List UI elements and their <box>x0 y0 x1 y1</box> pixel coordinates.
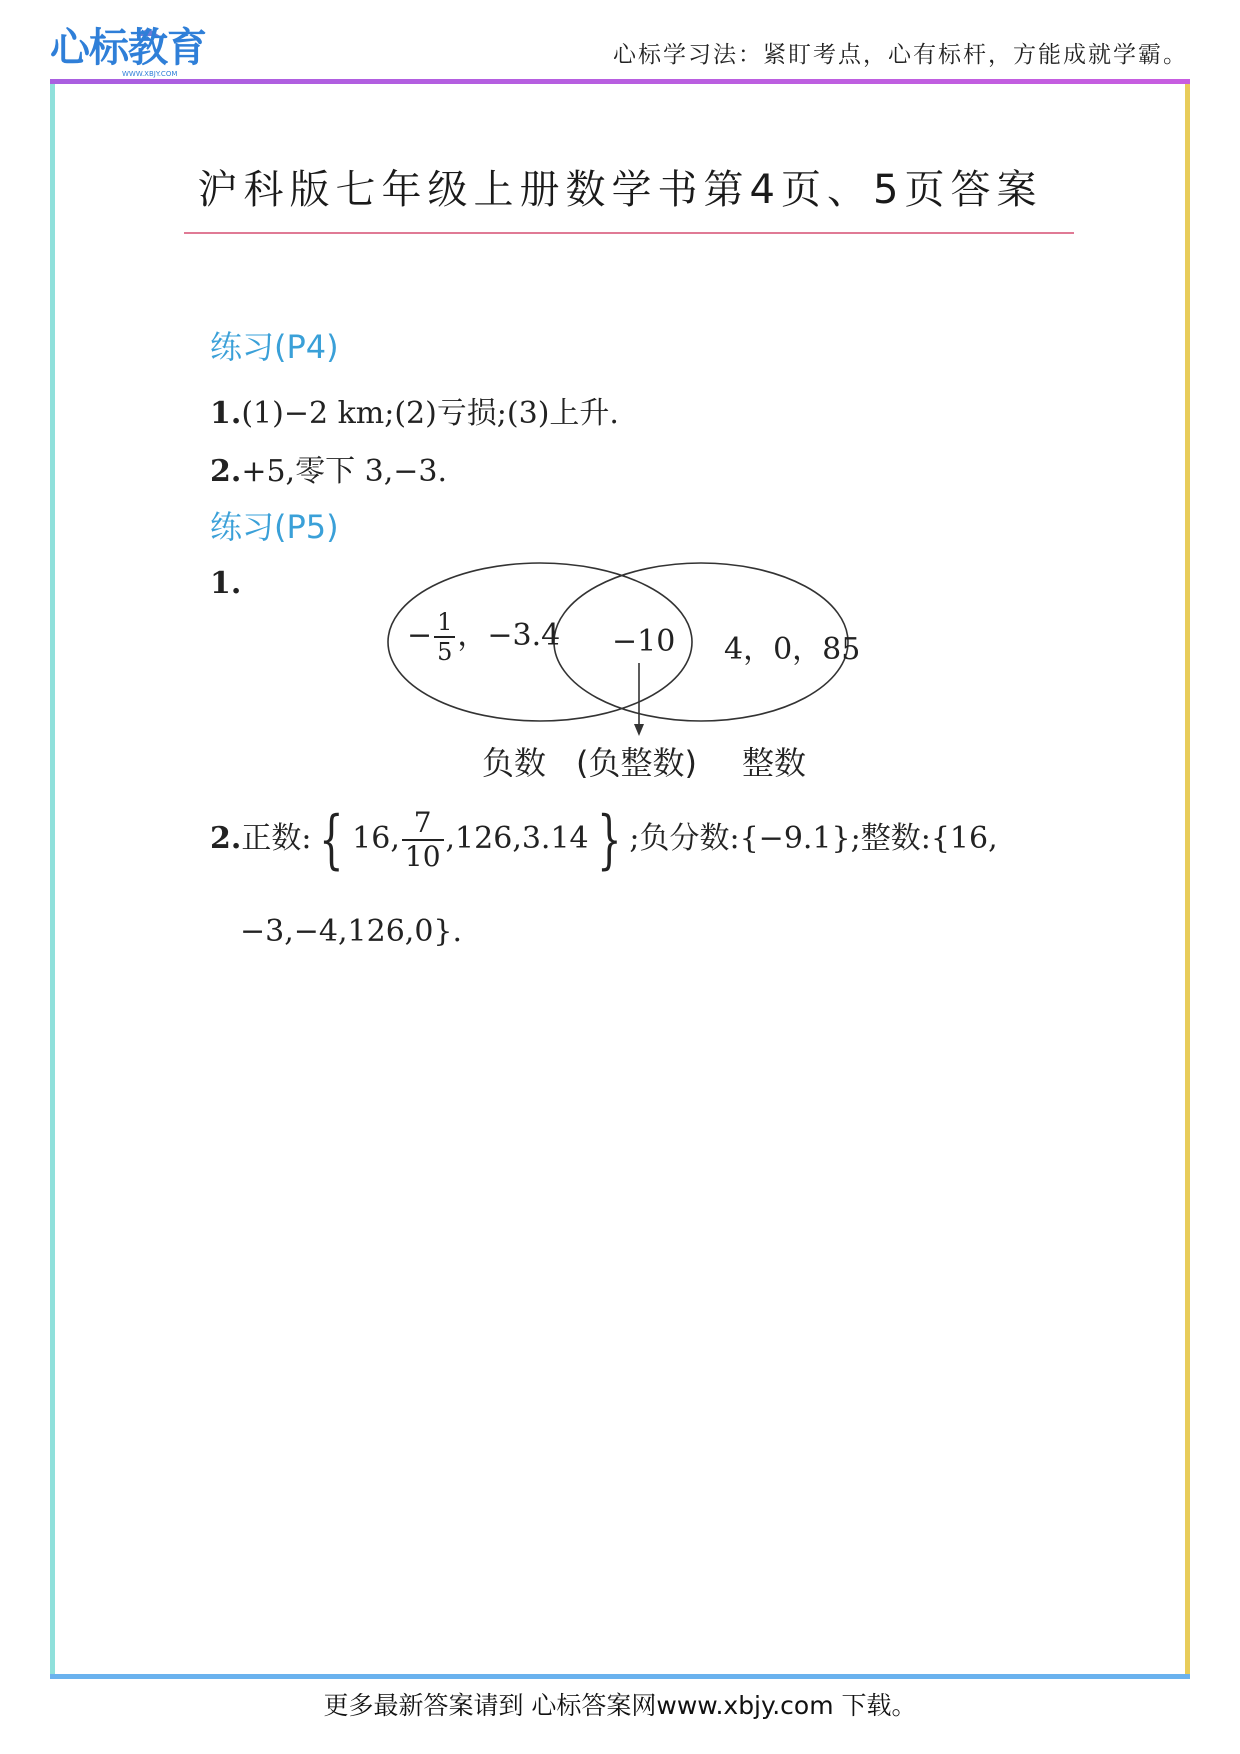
header-slogan: 心标学习法：紧盯考点，心有标杆，方能成就学霸。 <box>613 42 1188 68</box>
logo-url: WWW.XBJY.COM <box>122 70 178 78</box>
frame-bottom-border <box>50 1674 1190 1679</box>
p5-answer-2-pos-a: 16, <box>352 821 400 856</box>
venn-left-region <box>407 610 560 664</box>
frame-left-border <box>50 84 55 1674</box>
p4-answer-1-text: (1)−2 km;(2)亏损;(3)上升. <box>241 396 619 431</box>
page-title: 沪科版七年级上册数学书第4页、5页答案 <box>197 167 1043 213</box>
footer-text: 更多最新答案请到 心标答案网www.xbjy.com 下载。 <box>323 1691 917 1720</box>
logo <box>50 24 210 80</box>
venn-fraction-denominator: 5 <box>437 638 453 666</box>
logo-text: 心标教育 <box>50 25 206 71</box>
venn-label-negative-integer: (负整数) <box>576 744 697 782</box>
frame-top-border <box>50 79 1190 84</box>
p5-answer-2-pos-b: ,126,3.14 <box>445 821 589 856</box>
p5-answer-2-rest: ;负分数:{−9.1};整数:{16, <box>629 821 998 856</box>
p5-answer-1-number <box>210 566 241 601</box>
left-brace: { <box>319 803 345 877</box>
venn-left-rest: ，−3.4 <box>457 618 561 653</box>
arrow-head-icon <box>634 724 644 736</box>
venn-label-negative: 负数 <box>482 744 547 782</box>
p4-answer-2-text: +5,零下 3,−3. <box>241 454 448 489</box>
p4-answer-1 <box>210 388 619 432</box>
p5-fraction-numerator: 7 <box>402 809 444 841</box>
venn-label-integer: 整数 <box>742 744 807 782</box>
p5-answer-2-number: 2. <box>210 821 242 856</box>
p4-answer-1-number: 1. <box>210 396 242 431</box>
p5-answer-2-fraction <box>402 806 444 873</box>
venn-right-region: 4，0，85 <box>724 632 861 667</box>
p4-answer-2-number: 2. <box>210 454 242 489</box>
p5-answer-2 <box>210 803 998 877</box>
right-brace: } <box>596 803 622 877</box>
section-heading-p5: 练习(P5) <box>210 508 339 546</box>
venn-diagram <box>370 558 910 788</box>
title-divider <box>184 232 1074 234</box>
p4-answer-2 <box>210 446 447 490</box>
venn-fraction-numerator: 1 <box>434 610 455 638</box>
p5-fraction-denominator: 10 <box>404 840 441 873</box>
section-heading-p4: 练习(P4) <box>210 328 339 366</box>
p5-answer-2-prefix: 正数: <box>241 821 312 856</box>
p5-answer-1-num: 1. <box>210 566 242 601</box>
p5-answer-2-line2: −3,−4,126,0}. <box>240 914 463 949</box>
venn-fraction <box>434 610 455 664</box>
venn-left-minus: − <box>407 618 433 653</box>
frame-right-border <box>1185 84 1190 1674</box>
venn-middle-region: −10 <box>612 624 676 659</box>
